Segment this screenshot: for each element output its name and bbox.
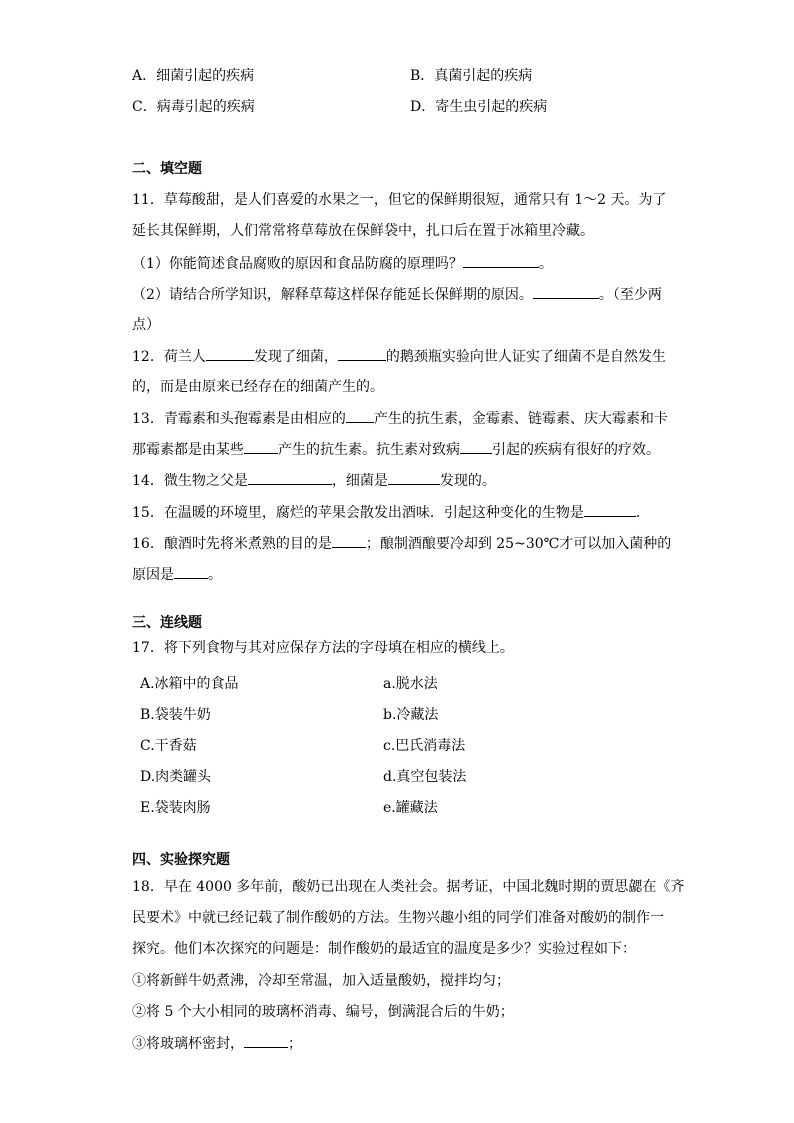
q17-method-c: c.巴氏消毒法 [383, 738, 466, 754]
q17-method-a: a.脱水法 [383, 676, 438, 692]
section-heading-fill-in: 二、填空题 [132, 161, 202, 177]
q16-text-b: ；酿制酒酿要冷却到 25~30℃才可以加入菌种的 [365, 536, 672, 552]
q17-food-b: B.袋装牛奶 [140, 707, 211, 723]
q11-sub1 [132, 253, 553, 274]
q18-step1: ①将新鲜牛奶煮沸，冷却至常温，加入适量酸奶，搅拌均匀； [132, 973, 510, 989]
option-b: B．真菌引起的疾病 [410, 68, 533, 84]
q15 [132, 502, 650, 523]
q17-stem: 17．将下列食物与其对应保存方法的字母填在相应的横线上。 [132, 640, 514, 656]
q11-line2: 延长其保鲜期，人们常常将草莓放在保鲜袋中，扎口后在置于冰箱里冷藏。 [132, 223, 594, 239]
q12-line1 [132, 346, 666, 367]
q14-blank-2[interactable] [388, 470, 440, 485]
q11-sub2-blank[interactable] [533, 284, 599, 299]
q13-text-b: 产生的抗生素，金霉素、链霉素、庆大霉素和卡 [373, 411, 668, 427]
q16-text-c: 原因是 [132, 567, 174, 583]
q14-text-b: ，细菌是 [331, 473, 388, 489]
q12-line2: 的，而是由原来已经存在的细菌产生的。 [132, 379, 384, 395]
q11-sub1-end: 。 [538, 256, 553, 272]
q11-sub1-text: （1）你能简述食品腐败的原因和食品防腐的原理吗？ [132, 256, 463, 272]
q18-step3-end: ； [288, 1036, 302, 1052]
q13-line2 [132, 439, 660, 460]
q11-line1: 11．草莓酸甜，是人们喜爱的水果之一，但它的保鲜期很短，通常只有 1～2 天。为了 [132, 192, 667, 208]
q18-line3: 探究。他们本次探究的问题是：制作酸奶的最适宜的温度是多少？实验过程如下： [132, 941, 636, 957]
q18-line2: 民要术》中就已经记载了制作酸奶的方法。生物兴趣小组的同学们准备对酸奶的制作一 [132, 910, 664, 926]
q18-line1: 18．早在 4000 多年前，酸奶已出现在人类社会。据考证，中国北魏时期的贾思勰在《齐 [132, 879, 685, 895]
q16-line1 [132, 533, 671, 554]
q13-text-c: 那霉素都是由某些 [132, 442, 244, 458]
q12-text-c: 的鹅颈瓶实验向世人证实了细菌不是自然发生 [385, 349, 666, 365]
q12-blank-2[interactable] [338, 346, 386, 361]
q17-method-d: d.真空包装法 [383, 769, 467, 785]
q13-blank-2[interactable] [244, 439, 278, 454]
q14-blank-1[interactable] [248, 470, 332, 485]
q17-food-a: A.冰箱中的食品 [140, 676, 239, 692]
q18-step2: ②将 5 个大小相同的玻璃杯消毒、编号，倒满混合后的牛奶； [132, 1004, 514, 1020]
q16-text-d: 。 [208, 567, 222, 583]
q17-method-e: e.罐藏法 [383, 800, 438, 816]
q13-blank-3[interactable] [460, 439, 492, 454]
q13-line1 [132, 408, 668, 429]
q13-blank-1[interactable] [346, 408, 374, 423]
section-heading-matching: 三、连线题 [132, 615, 202, 631]
section-heading-experiment: 四、实验探究题 [132, 852, 230, 868]
q13-text-a: 13．青霉素和头孢霉素是由相应的 [132, 411, 346, 427]
q12-text-a: 12．荷兰人 [132, 349, 206, 365]
q18-step3-text: ③将玻璃杯密封， [132, 1036, 244, 1052]
q17-method-b: b.冷藏法 [383, 707, 439, 723]
q15-text-a: 15．在温暖的环境里，腐烂的苹果会散发出酒味．引起这种变化的生物是 [132, 505, 584, 521]
q11-sub2-cont: 点） [132, 317, 160, 333]
q16-blank-1[interactable] [332, 533, 366, 548]
q12-text-b: 发现了细菌， [253, 349, 338, 365]
q16-text-a: 16．酿酒时先将米煮熟的目的是 [132, 536, 332, 552]
q11-sub1-blank[interactable] [463, 253, 539, 268]
q16-line2 [132, 564, 222, 585]
q11-sub2-end: 。（至少两 [598, 287, 662, 303]
q14-text-a: 14．微生物之父是 [132, 473, 248, 489]
q14 [132, 470, 496, 491]
option-d: D．寄生虫引起的疾病 [410, 99, 548, 115]
q11-sub2 [132, 284, 662, 305]
q15-blank[interactable] [584, 502, 636, 517]
q14-text-c: 发现的。 [439, 473, 496, 489]
q18-step3 [132, 1033, 302, 1054]
q12-blank-1[interactable] [206, 346, 254, 361]
q18-step3-blank[interactable] [244, 1033, 288, 1048]
q17-food-c: C.干香菇 [140, 738, 197, 754]
q16-blank-2[interactable] [174, 564, 208, 579]
option-a: A．细菌引起的疾病 [132, 68, 255, 84]
q11-sub2-text: （2）请结合所学知识，解释草莓这样保存能延长保鲜期的原因。 [132, 287, 533, 303]
q17-food-d: D.肉类罐头 [140, 769, 212, 785]
q15-text-b: ． [635, 505, 650, 521]
q13-text-d: 产生的抗生素。抗生素对致病 [278, 442, 460, 458]
q13-text-e: 引起的疾病有很好的疗效。 [492, 442, 660, 458]
option-c: C．病毒引起的疾病 [132, 99, 255, 115]
q17-food-e: E.袋装肉肠 [140, 800, 211, 816]
